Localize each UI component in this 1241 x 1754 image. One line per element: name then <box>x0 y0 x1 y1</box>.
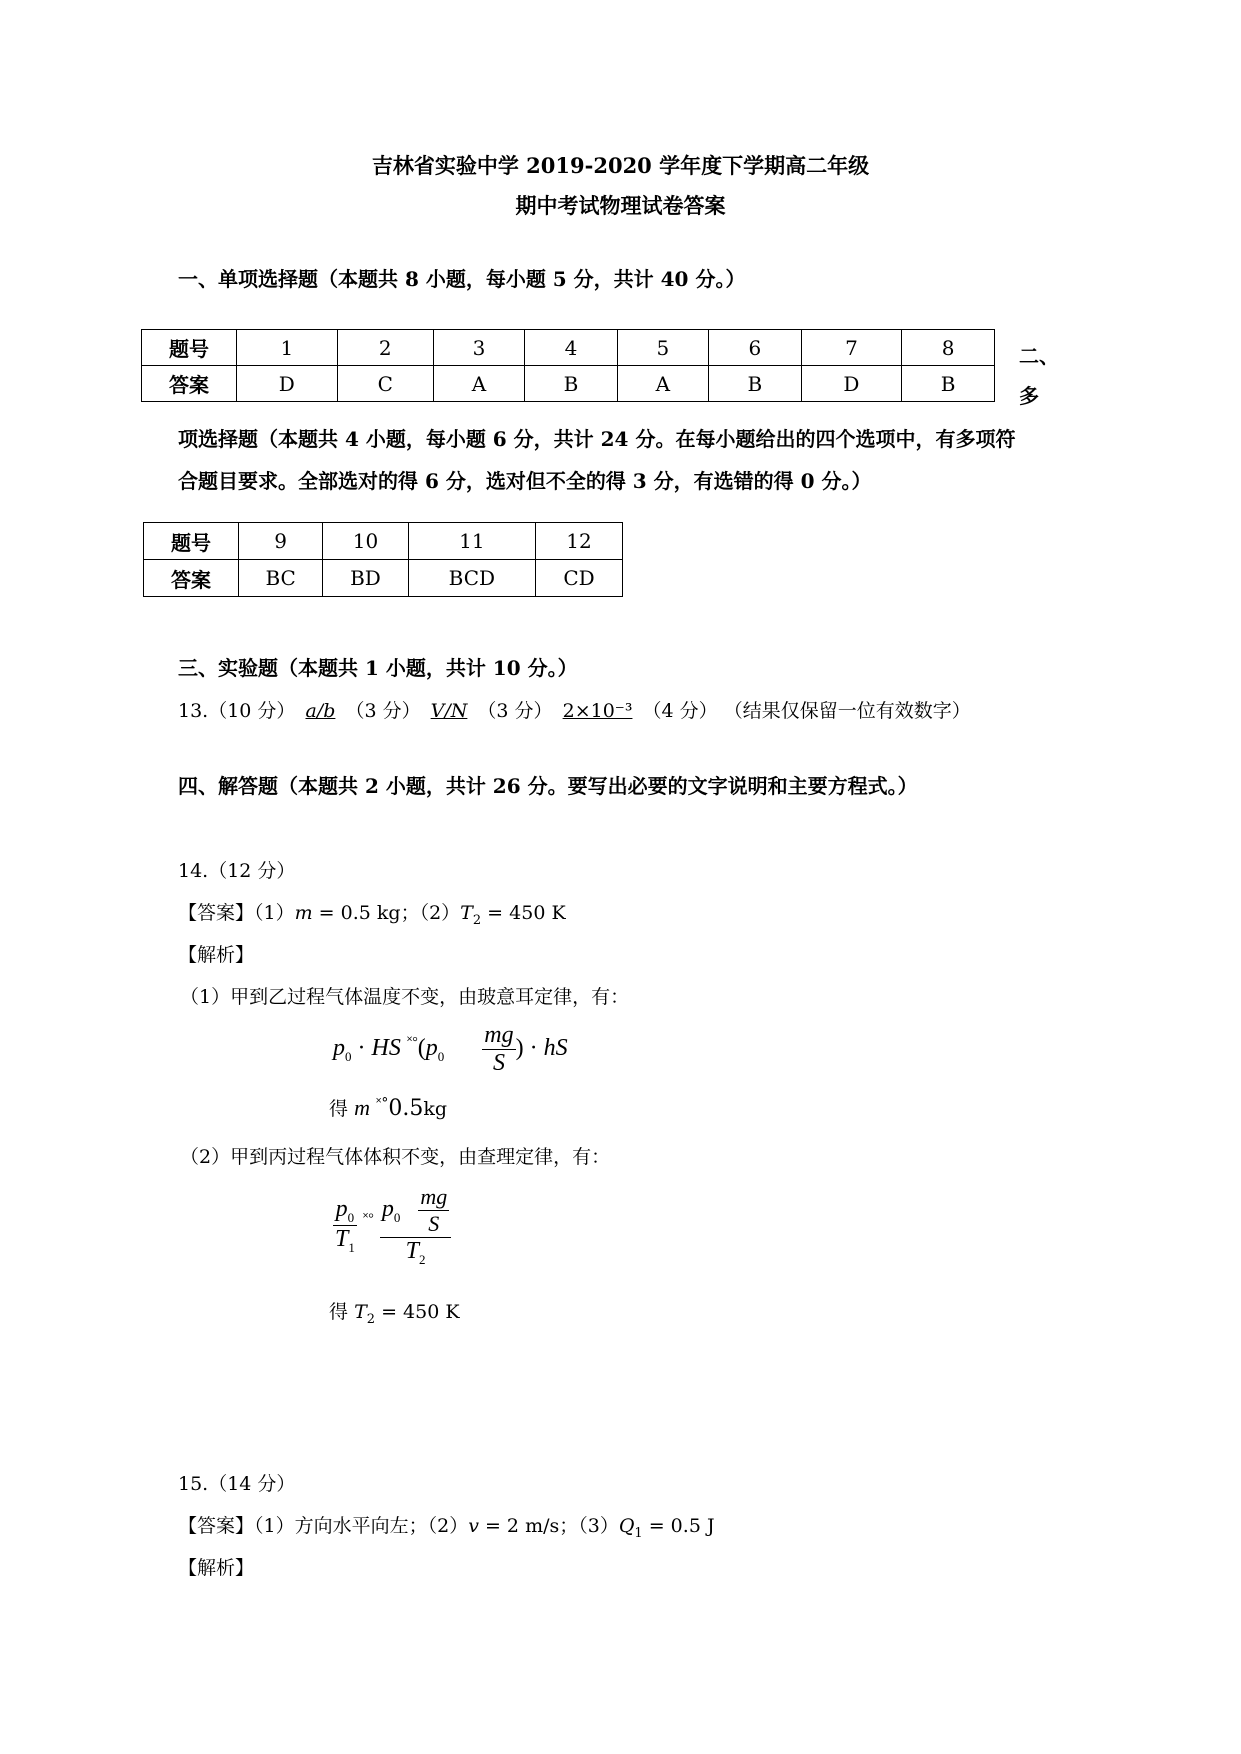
q13-points-3: （4 分） <box>642 700 718 722</box>
q14-result-1 <box>329 1094 447 1121</box>
q15-answer-part: （1）方向水平向左；（2） <box>254 1515 469 1537</box>
row-label-answer: 答案 <box>142 366 237 402</box>
answer-cell: CD <box>536 560 623 597</box>
q14-answer-part: = 450 K <box>481 902 566 924</box>
result-var-T-sub: 2 <box>366 1311 376 1327</box>
q14-answer-part: （1） <box>254 902 295 924</box>
question-number-cell: 6 <box>708 330 801 366</box>
q15-answer-part: = 2 m/s；（3） <box>478 1515 619 1537</box>
result-value: 0.5 <box>388 1096 424 1121</box>
result-prefix: 得 <box>329 1098 349 1120</box>
section2-heading-part2: 多 <box>1019 384 1039 408</box>
answer-cell: B <box>902 366 995 402</box>
page-title: 吉林省实验中学 2019-2020 学年度下学期高二年级 <box>371 153 870 178</box>
answer-tag: 【答案】 <box>178 902 255 924</box>
q13-blank-3: 2×10⁻³ <box>562 700 633 722</box>
q13-points-1: （3 分） <box>345 700 421 722</box>
section1-heading: 一、单项选择题（本题共 8 小题，每小题 5 分，共计 40 分。） <box>178 267 746 291</box>
q14-result-2 <box>329 1297 460 1327</box>
section2-heading-part1: 二、 <box>1019 344 1059 368</box>
table-row <box>142 330 995 366</box>
answer-cell: BCD <box>408 560 535 597</box>
answer-cell: B <box>708 366 801 402</box>
answer-tag: 【答案】 <box>178 1515 255 1537</box>
result-prefix: 得 <box>329 1301 349 1323</box>
section2-heading-line3: 合题目要求。全部选对的得 6 分，选对但不全的得 3 分，有选错的得 0 分。） <box>178 469 872 493</box>
q14-label: 14.（12 分） <box>178 860 296 882</box>
question-number-cell: 9 <box>239 523 323 560</box>
result-unit: kg <box>423 1098 448 1120</box>
section4-heading: 四、解答题（本题共 2 小题，共计 26 分。要写出必要的文字说明和主要方程式。） <box>178 774 918 798</box>
answer-cell: B <box>525 366 618 402</box>
q15-answer-part: = 0.5 J <box>642 1515 715 1537</box>
result-var-T: T <box>354 1301 367 1323</box>
q15-analysis-tag: 【解析】 <box>178 1557 255 1579</box>
row-label-answer: 答案 <box>144 560 239 597</box>
q14-answer-line <box>178 898 566 928</box>
question-13-line <box>178 696 971 723</box>
question-number-cell: 3 <box>433 330 524 366</box>
q14-analysis-tag: 【解析】 <box>178 944 255 966</box>
answer-cell: A <box>617 366 708 402</box>
result-value: = 450 K <box>375 1301 460 1323</box>
q14-step-1: （1）甲到乙过程气体温度不变，由玻意耳定律，有： <box>180 986 630 1008</box>
fraction-mg-over-S: $\frac{mg}{S}$ <box>484 1022 514 1076</box>
multi-choice-answer-table <box>143 522 623 597</box>
q13-blank-1: a/b <box>305 700 336 722</box>
q15-var-Q-sub: 1 <box>634 1525 643 1541</box>
charles-law-equation <box>333 1184 451 1284</box>
q14-var-m: m <box>294 902 313 924</box>
question-number-cell: 7 <box>801 330 902 366</box>
q14-answer-part: = 0.5 kg；（2） <box>312 902 461 924</box>
answer-cell: A <box>433 366 524 402</box>
question-number-cell: 11 <box>408 523 535 560</box>
question-number-cell: 1 <box>237 330 338 366</box>
question-number-cell: 10 <box>323 523 408 560</box>
row-label-number: 题号 <box>142 330 237 366</box>
fraction-p0-mgS-over-T2: $p_0$ $\frac{mg}{S}$ $T_2$ <box>380 1184 451 1268</box>
q15-label: 15.（14 分） <box>178 1473 296 1495</box>
answer-cell: BD <box>323 560 408 597</box>
q13-points-2: （3 分） <box>477 700 553 722</box>
table-row <box>144 523 623 560</box>
result-var-m: m <box>354 1095 370 1120</box>
q13-note: （结果仅保留一位有效数字） <box>723 700 971 722</box>
q13-label: 13.（10 分） <box>178 700 296 722</box>
row-label-number: 题号 <box>144 523 239 560</box>
q14-var-T-sub: 2 <box>472 912 482 928</box>
single-choice-answer-table <box>141 329 995 402</box>
boyle-law-equation: $p_0$ · HS $^{˟^\circ}(p_0$ $\frac{mg}{S}$ ) · hS <box>333 1022 568 1076</box>
section3-heading: 三、实验题（本题共 1 小题，共计 10 分。） <box>178 656 578 680</box>
q14-step-2: （2）甲到丙过程气体体积不变，由查理定律，有： <box>180 1146 611 1168</box>
equals-glyph: ˟° <box>376 1095 389 1112</box>
question-number-cell: 8 <box>902 330 995 366</box>
q14-var-T: T <box>460 902 473 924</box>
q13-blank-2: V/N <box>430 700 468 722</box>
equals-glyph: ˟° <box>362 1211 374 1227</box>
answer-cell: BC <box>239 560 323 597</box>
question-number-cell: 5 <box>617 330 708 366</box>
answer-cell: D <box>801 366 902 402</box>
table-row <box>142 366 995 402</box>
question-number-cell: 4 <box>525 330 618 366</box>
q15-var-v: v <box>468 1515 479 1537</box>
equals-glyph: ˟° <box>406 1035 418 1051</box>
page-subtitle: 期中考试物理试卷答案 <box>515 193 726 218</box>
question-number-cell: 2 <box>337 330 433 366</box>
section2-heading-line2: 项选择题（本题共 4 小题，每小题 6 分，共计 24 分。在每小题给出的四个选项中，有多项符 <box>178 427 1016 451</box>
fraction-p0-over-T1: $\frac{p_0}{T_1}$ <box>335 1195 355 1256</box>
question-number-cell: 12 <box>536 523 623 560</box>
answer-cell: C <box>337 366 433 402</box>
q15-answer-line <box>178 1511 715 1541</box>
table-row <box>144 560 623 597</box>
q15-var-Q: Q <box>618 1515 635 1537</box>
answer-cell: D <box>237 366 338 402</box>
